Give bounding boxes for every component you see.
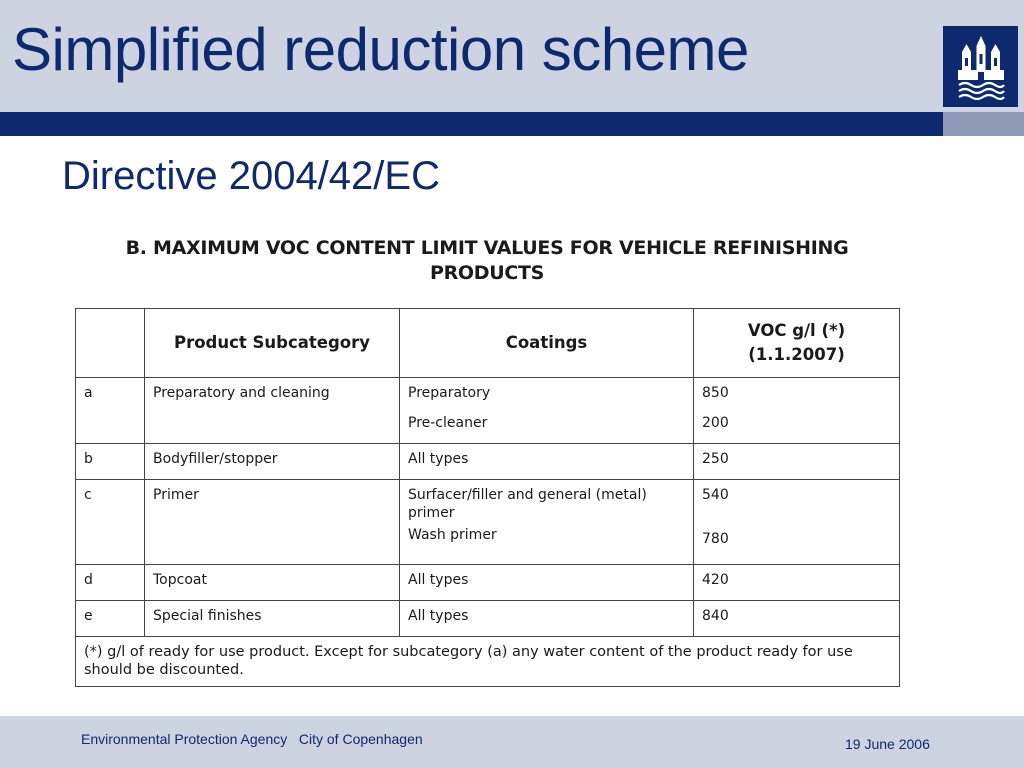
footer-date: 19 June 2006 (845, 736, 930, 752)
voc-value: 780 (702, 531, 729, 547)
table-row (76, 378, 900, 444)
row-coatings (400, 480, 694, 565)
coating-item: Pre-cleaner (408, 415, 488, 431)
row-subcategory: Preparatory and cleaning (145, 378, 400, 444)
header-code (76, 309, 145, 378)
table-footnote-row (76, 637, 900, 687)
table-caption: B. MAXIMUM VOC CONTENT LIMIT VALUES FOR VEHICLE REFINISHING PRODUCTS (125, 237, 849, 284)
row-coatings: All types (400, 565, 694, 601)
coating-item: Surfacer/filler and general (metal) primer (408, 487, 647, 521)
row-code: e (76, 601, 145, 637)
row-voc: 420 (694, 565, 900, 601)
table-row (76, 480, 900, 565)
slide-subtitle: Directive 2004/42/EC (62, 154, 440, 198)
slide-title: Simplified reduction scheme (12, 16, 749, 83)
header-coatings: Coatings (400, 309, 694, 378)
header-voc (694, 309, 900, 378)
coating-item: Preparatory (408, 385, 491, 401)
header-voc-unit: VOC g/l (*) (747, 321, 846, 340)
row-code: c (76, 480, 145, 565)
row-voc: 250 (694, 444, 900, 480)
row-voc: 840 (694, 601, 900, 637)
voc-value: 540 (702, 487, 729, 503)
copenhagen-castle-emblem-icon (943, 26, 1018, 107)
row-coatings: All types (400, 601, 694, 637)
row-code: a (76, 378, 145, 444)
table-header-row (76, 309, 900, 378)
row-subcategory: Topcoat (145, 565, 400, 601)
coating-item: Wash primer (408, 527, 497, 543)
row-coatings: All types (400, 444, 694, 480)
footer-organization: Environmental Protection Agency City of Copenhagen (81, 731, 423, 747)
row-subcategory: Bodyfiller/stopper (145, 444, 400, 480)
voc-value: 200 (702, 415, 729, 431)
row-code: d (76, 565, 145, 601)
row-coatings (400, 378, 694, 444)
table-row (76, 444, 900, 480)
row-voc (694, 378, 900, 444)
row-subcategory: Primer (145, 480, 400, 565)
header-rule (0, 112, 943, 136)
header-voc-date: (1.1.2007) (748, 345, 845, 364)
table-row (76, 601, 900, 637)
row-subcategory: Special finishes (145, 601, 400, 637)
header-subcategory: Product Subcategory (145, 309, 400, 378)
row-code: b (76, 444, 145, 480)
header-rule-accent (943, 112, 1024, 136)
table-footnote: (*) g/l of ready for use product. Except for subcategory (a) any water content of the product ready for use should be discounted. (76, 637, 900, 687)
voc-limit-table (75, 308, 900, 687)
voc-value: 850 (702, 385, 729, 401)
table-row (76, 565, 900, 601)
row-voc (694, 480, 900, 565)
